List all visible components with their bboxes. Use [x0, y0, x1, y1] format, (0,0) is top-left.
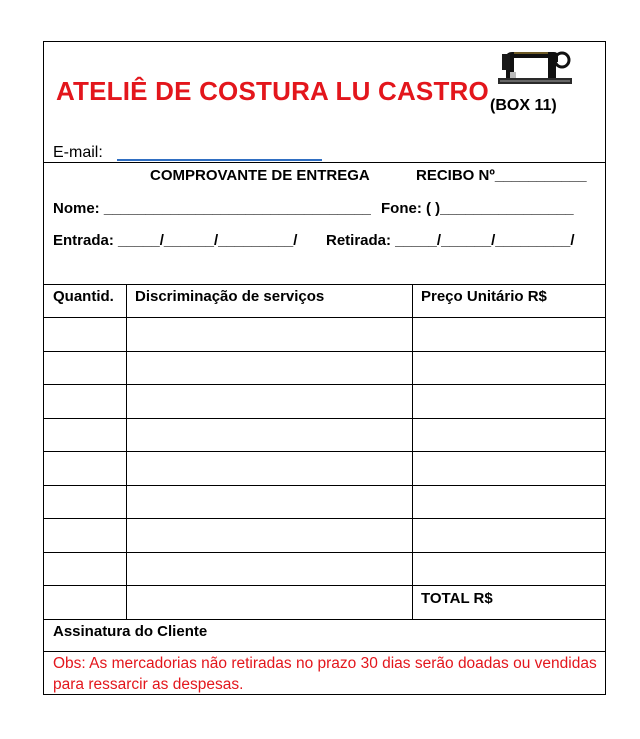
col-header-discriminacao: Discriminação de serviços — [135, 288, 325, 305]
observation-note: Obs: As mercadorias não retiradas no prazo 30 dias serão doadas ou vendidas para ressarcir as despesas. — [53, 655, 597, 693]
col-header-quantid: Quantid. — [53, 288, 114, 305]
sewing-machine-icon — [496, 44, 574, 86]
email-field-line[interactable] — [117, 159, 322, 161]
table-row-line — [44, 552, 605, 553]
comprovante-heading: COMPROVANTE DE ENTREGA — [150, 167, 370, 184]
recibo-number-field[interactable]: RECIBO Nº___________ — [416, 167, 587, 184]
email-label: E-mail: — [53, 144, 103, 161]
table-row-line — [44, 384, 605, 385]
signature-label: Assinatura do Cliente — [53, 623, 208, 640]
table-row-line — [44, 485, 605, 486]
table-bottom-border — [44, 619, 605, 620]
delivery-receipt-form — [43, 41, 606, 695]
divider — [44, 651, 605, 652]
box-number: (BOX 11) — [490, 97, 557, 114]
shop-title: ATELIÊ DE COSTURA LU CASTRO — [56, 76, 489, 106]
total-label: TOTAL R$ — [421, 590, 493, 607]
table-top-border — [44, 284, 605, 285]
table-row-line — [44, 317, 605, 318]
table-row-line — [44, 351, 605, 352]
table-col-divider — [412, 284, 413, 619]
retirada-date-field[interactable]: Retirada: _____/______/_________/ — [326, 232, 575, 249]
table-row-line — [44, 585, 605, 586]
fone-field[interactable]: Fone: ( )________________ — [381, 200, 574, 217]
table-row-line — [44, 451, 605, 452]
entrada-date-field[interactable]: Entrada: _____/______/_________/ — [53, 232, 298, 249]
table-col-divider — [126, 284, 127, 619]
table-row-line — [44, 518, 605, 519]
table-row-line — [44, 418, 605, 419]
col-header-preco: Preço Unitário R$ — [421, 288, 547, 305]
divider — [44, 162, 605, 163]
nome-field[interactable]: Nome: ________________________________ — [53, 200, 371, 217]
